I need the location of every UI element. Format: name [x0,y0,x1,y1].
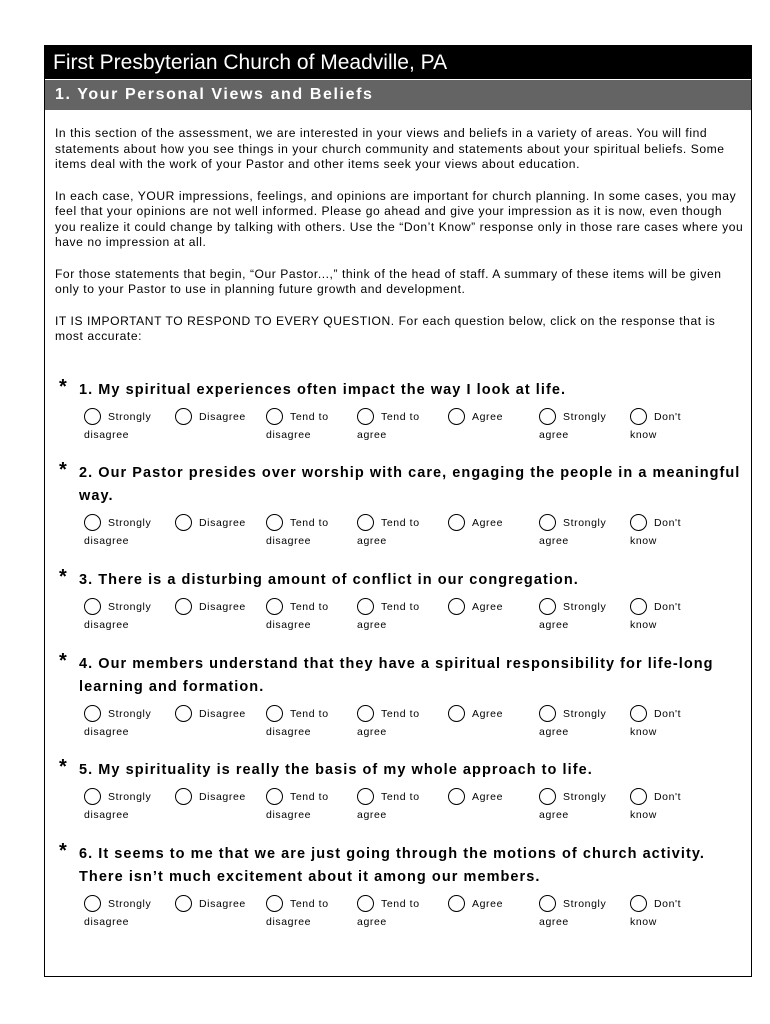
option-label: Tend to [381,708,420,720]
radio-button[interactable] [357,705,374,722]
radio-button[interactable] [266,598,283,615]
option-label-line2: disagree [266,726,312,738]
option-label: Agree [472,517,504,529]
option-label: Don't [654,601,682,613]
response-option[interactable] [630,788,722,828]
option-label-line2: disagree [266,619,312,631]
option-label: Strongly [108,517,152,529]
option-label: Strongly [563,791,607,803]
option-label-line2: know [630,535,657,547]
intro-paragraph: In this section of the assessment, we are interested in your views and beliefs in a variety of areas. You will find statements about how you see things in your church community and statements about your spiritual beliefs. Some items deal with the work of your Pastor and other items seek your views about education. [55,126,725,171]
option-label-line2: agree [357,916,387,928]
radio-button[interactable] [84,705,101,722]
radio-button[interactable] [84,408,101,425]
page-title: First Presbyterian Church of Meadville, PA [45,46,751,79]
option-label: Tend to [290,601,329,613]
option-label: Disagree [199,898,246,910]
response-option[interactable] [84,788,176,828]
radio-button[interactable] [630,598,647,615]
option-label: Disagree [199,517,246,529]
radio-button[interactable] [266,514,283,531]
option-label: Agree [472,791,504,803]
question-6 [53,840,743,935]
question-2 [53,459,743,554]
radio-button[interactable] [448,895,465,912]
question-text: 2. Our Pastor presides over worship with care, engaging the people in a meaningful way. [79,465,741,504]
option-label: Tend to [381,898,420,910]
response-option[interactable] [630,514,722,554]
option-label-line2: agree [539,809,569,821]
radio-button[interactable] [539,408,556,425]
response-options [53,788,743,828]
radio-button[interactable] [84,514,101,531]
question-text: 5. My spirituality is really the basis of my whole approach to life. [79,762,593,778]
option-label: Strongly [108,601,152,613]
response-option[interactable] [448,598,540,638]
option-label: Tend to [290,791,329,803]
response-option[interactable] [266,408,358,448]
option-label-line2: agree [539,429,569,441]
response-option[interactable] [266,788,358,828]
response-option[interactable] [539,895,631,935]
response-option[interactable] [84,514,176,554]
radio-button[interactable] [448,788,465,805]
option-label: Strongly [108,791,152,803]
response-options [53,514,743,554]
radio-button[interactable] [448,705,465,722]
response-option[interactable] [266,514,358,554]
required-asterisk: * [59,376,68,398]
option-label: Disagree [199,708,246,720]
option-label: Don't [654,411,682,423]
response-option[interactable] [357,598,449,638]
option-label-line2: agree [357,535,387,547]
required-asterisk: * [59,459,68,481]
radio-button[interactable] [266,705,283,722]
response-option[interactable] [357,705,449,745]
intro-paragraph: For those statements that begin, “Our Pastor...,” think of the head of staff. A summary of these items will be given only to your Pastor to use in planning future growth and development. [55,266,722,296]
radio-button[interactable] [357,598,374,615]
response-option[interactable] [448,408,540,448]
option-label-line2: disagree [266,535,312,547]
response-option[interactable] [539,514,631,554]
response-option[interactable] [630,598,722,638]
option-label-line2: disagree [266,916,312,928]
response-option[interactable] [630,895,722,935]
radio-button[interactable] [539,895,556,912]
response-option[interactable] [84,705,176,745]
required-asterisk: * [59,840,68,862]
required-asterisk: * [59,566,68,588]
option-label-line2: disagree [266,429,312,441]
radio-button[interactable] [357,514,374,531]
option-label: Strongly [563,601,607,613]
question-4 [53,650,743,745]
response-option[interactable] [448,788,540,828]
required-asterisk: * [59,756,68,778]
radio-button[interactable] [266,895,283,912]
option-label-line2: agree [357,726,387,738]
option-label-line2: disagree [84,535,130,547]
response-option[interactable] [266,705,358,745]
radio-button[interactable] [448,598,465,615]
response-option[interactable] [84,598,176,638]
radio-button[interactable] [539,788,556,805]
section-title: 1. Your Personal Views and Beliefs [45,80,751,110]
response-options [53,895,743,935]
question-text: 4. Our members understand that they have a spiritual responsibility for life-long learning and formation. [79,656,714,695]
response-option[interactable] [630,705,722,745]
radio-button[interactable] [630,895,647,912]
response-option[interactable] [539,408,631,448]
option-label-line2: agree [539,726,569,738]
radio-button[interactable] [630,788,647,805]
option-label: Disagree [199,601,246,613]
response-option[interactable] [175,598,267,638]
response-option[interactable] [357,788,449,828]
option-label: Agree [472,411,504,423]
response-option[interactable] [175,705,267,745]
response-option[interactable] [448,705,540,745]
response-option[interactable] [266,598,358,638]
option-label: Tend to [290,517,329,529]
question-5 [53,756,743,828]
option-label-line2: agree [539,916,569,928]
option-label: Strongly [563,411,607,423]
radio-button[interactable] [175,895,192,912]
option-label-line2: disagree [84,619,130,631]
option-label: Tend to [381,517,420,529]
question-text: 3. There is a disturbing amount of conflict in our congregation. [79,572,579,588]
intro-paragraph: In each case, YOUR impressions, feelings, and opinions are important for church planning. In some cases, you may feel that your opinions are not well informed. Please go ahead and give your impression as it is now, even though you realize it could change by talking with others. Use the “Don’t Know” response only in those rare cases where you have no impression at all. [55,188,744,249]
radio-button[interactable] [266,408,283,425]
radio-button[interactable] [175,408,192,425]
radio-button[interactable] [84,788,101,805]
radio-button[interactable] [630,705,647,722]
radio-button[interactable] [175,598,192,615]
response-option[interactable] [84,408,176,448]
option-label-line2: disagree [84,809,130,821]
radio-button[interactable] [84,895,101,912]
required-asterisk: * [59,650,68,672]
radio-button[interactable] [630,408,647,425]
option-label-line2: agree [357,429,387,441]
radio-button[interactable] [539,514,556,531]
option-label: Strongly [108,898,152,910]
option-label: Agree [472,601,504,613]
option-label: Strongly [108,708,152,720]
response-option[interactable] [539,788,631,828]
response-option[interactable] [266,895,358,935]
option-label: Tend to [290,411,329,423]
radio-button[interactable] [175,514,192,531]
intro-paragraph: IT IS IMPORTANT TO RESPOND TO EVERY QUESTION. For each question below, click on the response that is most accurate: [55,313,716,343]
option-label: Don't [654,517,682,529]
option-label-line2: disagree [84,726,130,738]
option-label-line2: know [630,809,657,821]
option-label: Strongly [108,411,152,423]
question-text: 6. It seems to me that we are just going through the motions of church activity. There isn’t much excitement about it among our members. [79,846,705,885]
question-1 [53,376,743,448]
response-option[interactable] [539,598,631,638]
radio-button[interactable] [357,895,374,912]
response-option[interactable] [175,788,267,828]
radio-button[interactable] [357,408,374,425]
radio-button[interactable] [630,514,647,531]
option-label: Don't [654,708,682,720]
option-label: Tend to [290,708,329,720]
response-option[interactable] [539,705,631,745]
option-label: Disagree [199,791,246,803]
response-option[interactable] [175,514,267,554]
option-label: Agree [472,898,504,910]
option-label: Disagree [199,411,246,423]
response-option[interactable] [448,514,540,554]
response-option[interactable] [448,895,540,935]
option-label: Tend to [381,411,420,423]
option-label: Tend to [381,791,420,803]
option-label-line2: disagree [84,916,130,928]
intro-text [55,126,745,361]
radio-button[interactable] [539,598,556,615]
option-label-line2: know [630,726,657,738]
radio-button[interactable] [448,408,465,425]
radio-button[interactable] [357,788,374,805]
response-option[interactable] [84,895,176,935]
option-label: Don't [654,898,682,910]
option-label-line2: agree [539,535,569,547]
response-option[interactable] [175,408,267,448]
response-option[interactable] [357,408,449,448]
response-option[interactable] [357,514,449,554]
option-label-line2: disagree [84,429,130,441]
option-label-line2: know [630,619,657,631]
radio-button[interactable] [175,705,192,722]
question-3 [53,566,743,638]
radio-button[interactable] [266,788,283,805]
question-text: 1. My spiritual experiences often impact the way I look at life. [79,382,567,398]
response-options [53,705,743,745]
option-label-line2: agree [357,619,387,631]
option-label-line2: know [630,916,657,928]
option-label: Agree [472,708,504,720]
option-label-line2: know [630,429,657,441]
radio-button[interactable] [175,788,192,805]
response-option[interactable] [175,895,267,935]
radio-button[interactable] [539,705,556,722]
option-label: Strongly [563,708,607,720]
option-label-line2: disagree [266,809,312,821]
option-label: Strongly [563,517,607,529]
option-label-line2: agree [539,619,569,631]
option-label-line2: agree [357,809,387,821]
response-option[interactable] [630,408,722,448]
radio-button[interactable] [84,598,101,615]
radio-button[interactable] [448,514,465,531]
survey-page [44,45,752,977]
option-label: Tend to [290,898,329,910]
option-label: Strongly [563,898,607,910]
response-options [53,408,743,448]
option-label: Don't [654,791,682,803]
response-options [53,598,743,638]
response-option[interactable] [357,895,449,935]
option-label: Tend to [381,601,420,613]
